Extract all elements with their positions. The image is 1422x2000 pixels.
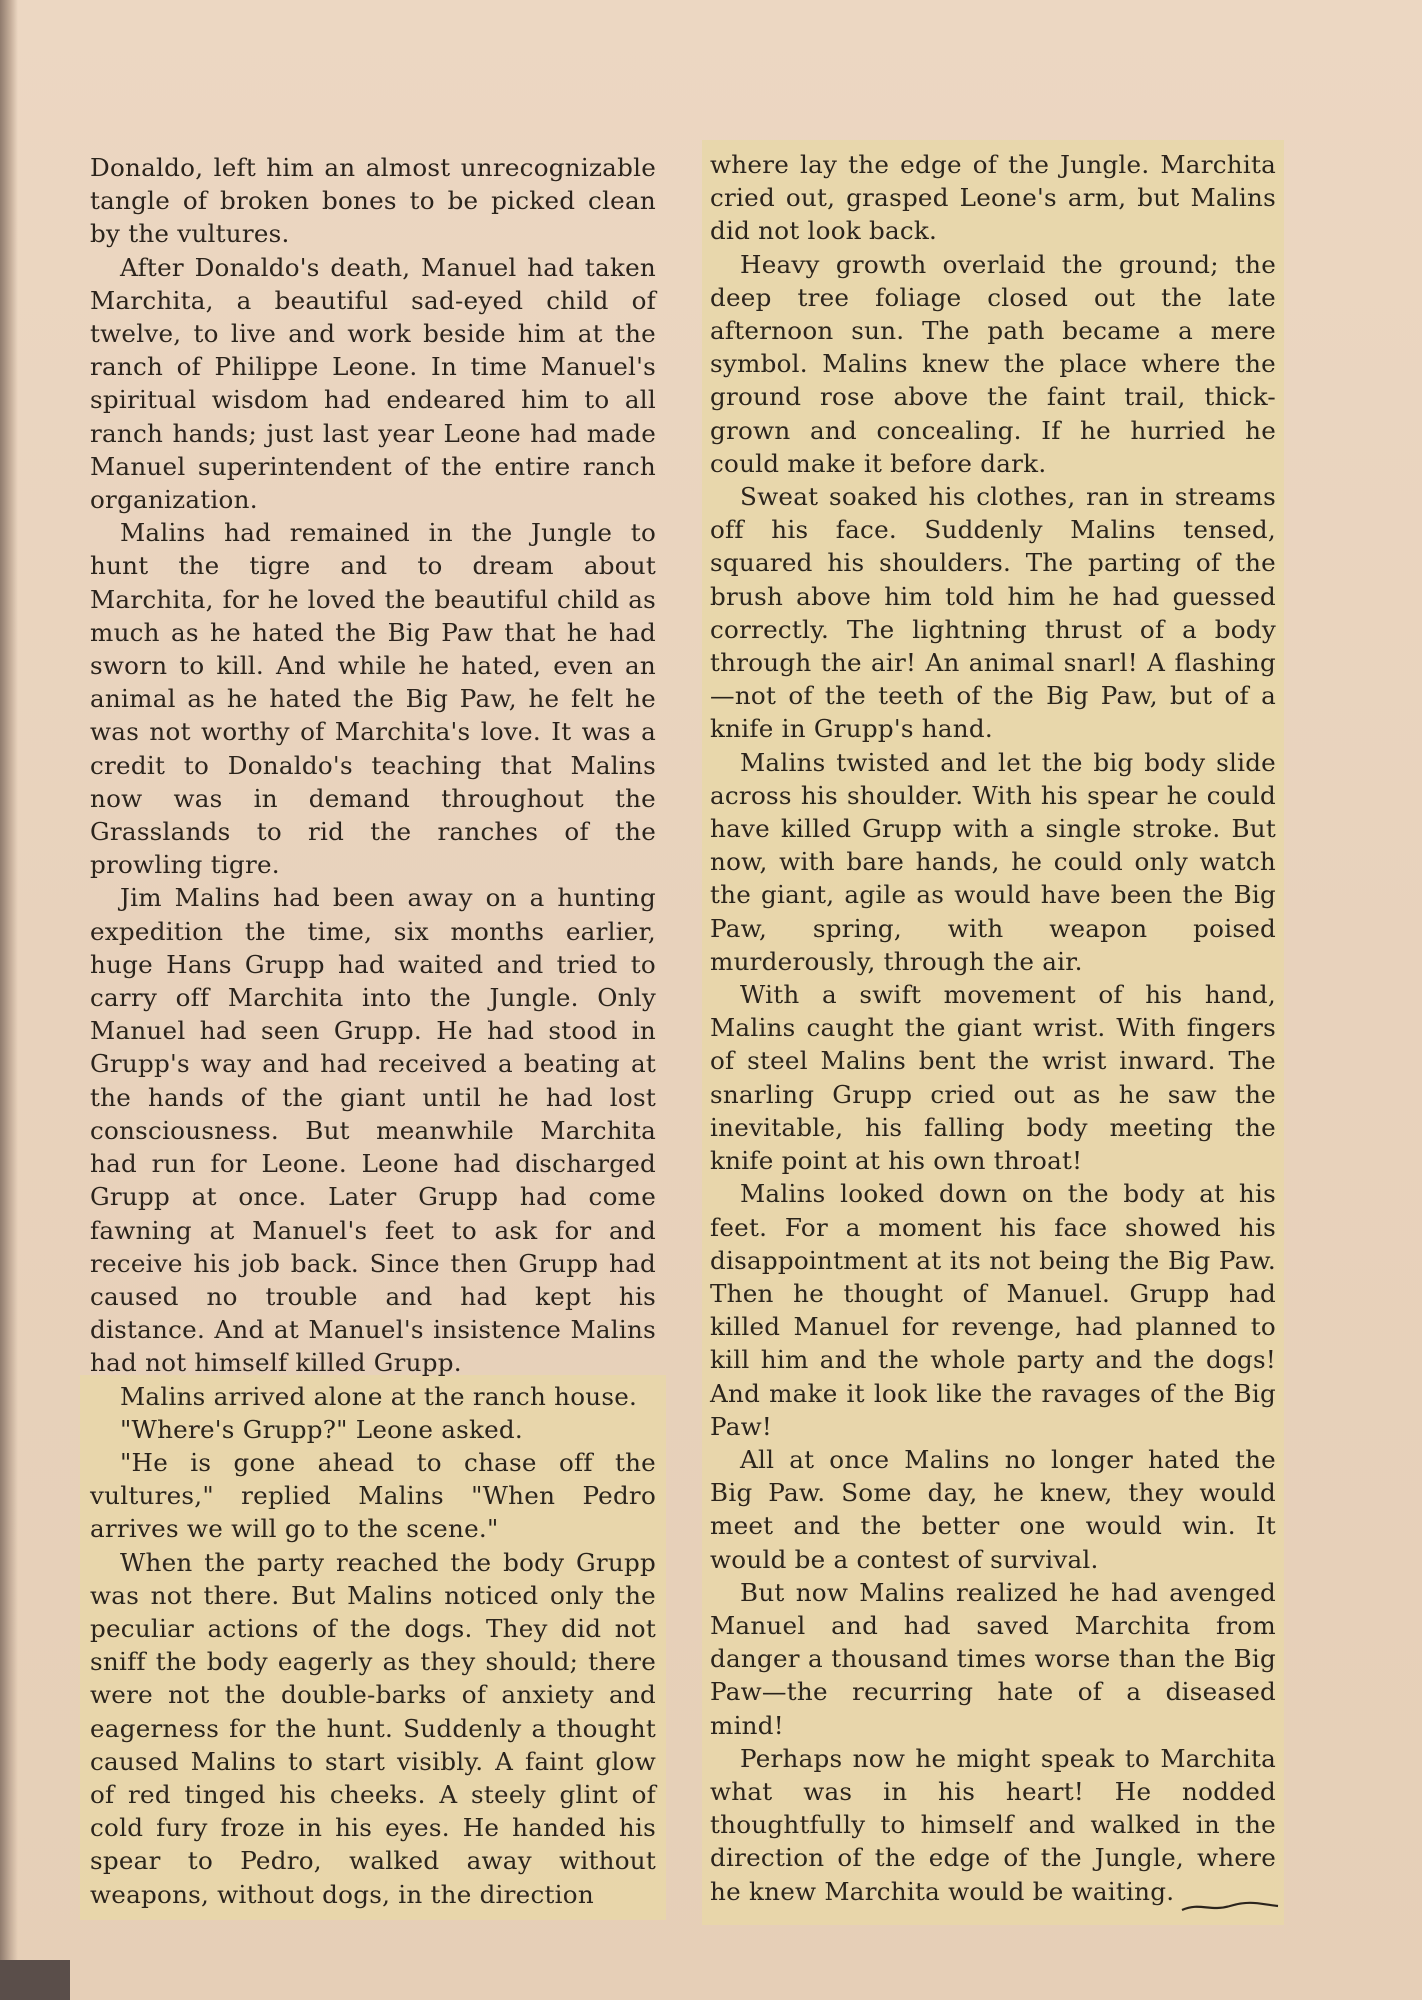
paragraph: Jim Malins had been away on a hunting expedition the time, six months earlier, huge Hans Grupp had waited and tried to carry off Marchita into the Jungle. Only Manuel had seen Grupp. He had stood in Grupp's way and had received a beating at the hands of the giant until he had lost consciousness. But meanwhile Marchita had run for Leone. Leone had discharged Grupp at once. Later Grupp had come fawning at Manuel's feet to ask for and receive his job back. Since then Grupp had caused no trouble and had kept his distance. And at Manuel's insistence Malins had not himself killed Grupp. <box>90 883 656 1378</box>
paragraph: All at once Malins no longer hated the Big Paw. Some day, he knew, they would meet and the better one would win. It would be a contest of survival. <box>710 1444 1276 1574</box>
paragraph: After Donaldo's death, Manuel had taken Marchita, a beautiful sad-eyed child of twelve, to live and work beside him at the ranch of Philippe Leone. In time Manuel's spiritual wisdom had endeared him to all ranch hands; just last year Leone had made Manuel superintendent of the entire ranch organization. <box>90 252 656 515</box>
paragraph: Perhaps now he might speak to Marchita what was in his heart! He nodded thoughtfully to himself and walked in the direction of the edge of the Jungle, where he knew Marchita would be waiting. <box>710 1743 1276 1906</box>
page-binding-edge <box>0 0 18 2000</box>
paragraph: But now Malins realized he had avenged Manuel and had saved Marchita from danger a thousand times worse than the Big Paw—the recurring hate of a diseased mind! <box>710 1577 1276 1740</box>
paragraph: Malins arrived alone at the ranch house. <box>120 1381 638 1411</box>
paragraph: With a swift movement of his hand, Malins caught the giant wrist. With fingers of steel Malins bent the wrist inward. The snarling Grupp cried out as he saw the inevitable, his falling body meeting the knife point at his own throat! <box>710 980 1276 1176</box>
right-column <box>710 148 1276 1908</box>
paragraph: When the party reached the body Grupp was not there. But Malins noticed only the peculiar actions of the dogs. They did not sniff the body eagerly as they should; there were not the double-barks of anxiety and eagerness for the hunt. Suddenly a thought caused Malins to start visibly. A faint glow of red tinged his cheeks. A steely glint of cold fury froze in his eyes. He handed his spear to Pedro, walked away without weapons, without dogs, in the direction <box>90 1547 656 1909</box>
paragraph: "Where's Grupp?" Leone asked. <box>120 1414 523 1444</box>
page-corner-shadow <box>0 1960 70 2000</box>
left-column <box>90 151 656 1911</box>
paragraph: where lay the edge of the Jungle. Marchita cried out, grasped Leone's arm, but Malins did not look back. <box>710 150 1276 246</box>
paragraph: Malins had remained in the Jungle to hunt the tigre and to dream about Marchita, for he loved the beautiful child as much as he hated the Big Paw that he had sworn to kill. And while he hated, even an animal as he hated the Big Paw, he felt he was not worthy of Marchita's love. It was a credit to Donaldo's teaching that Malins now was in demand throughout the Grasslands to rid the ranches of the prowling tigre. <box>90 518 656 880</box>
paragraph: Heavy growth overlaid the ground; the deep tree foliage closed out the late afternoon sun. The path became a mere symbol. Malins knew the place where the ground rose above the faint trail, thick-grown and concealing. If he hurried he could make it before dark. <box>710 249 1276 478</box>
paragraph: Malins twisted and let the big body slide across his shoulder. With his spear he could have killed Grupp with a single stroke. But now, with bare hands, he could only watch the giant, agile as would have been the Big Paw, spring, with weapon poised murderously, through the air. <box>710 747 1276 976</box>
paragraph: "He is gone ahead to chase off the vultures," replied Malins "When Pedro arrives we will go to the scene." <box>90 1447 656 1544</box>
paragraph: Malins looked down on the body at his feet. For a moment his face showed his disappointment at its not being the Big Paw. Then he thought of Manuel. Grupp had killed Manuel for revenge, had planned to kill him and the whole party and the dogs! And make it look like the ravages of the Big Paw! <box>710 1179 1276 1441</box>
paragraph: Sweat soaked his clothes, ran in streams off his face. Suddenly Malins tensed, squared his shoulders. The parting of the brush above him told him he had guessed correctly. The lightning thrust of a body through the air! An animal snarl! A flashing—not of the teeth of the Big Paw, but of a knife in Grupp's hand. <box>710 482 1276 744</box>
paragraph: Donaldo, left him an almost unrecognizable tangle of broken bones to be picked clean by the vultures. <box>90 153 656 249</box>
end-flourish-icon <box>1180 1898 1280 1914</box>
